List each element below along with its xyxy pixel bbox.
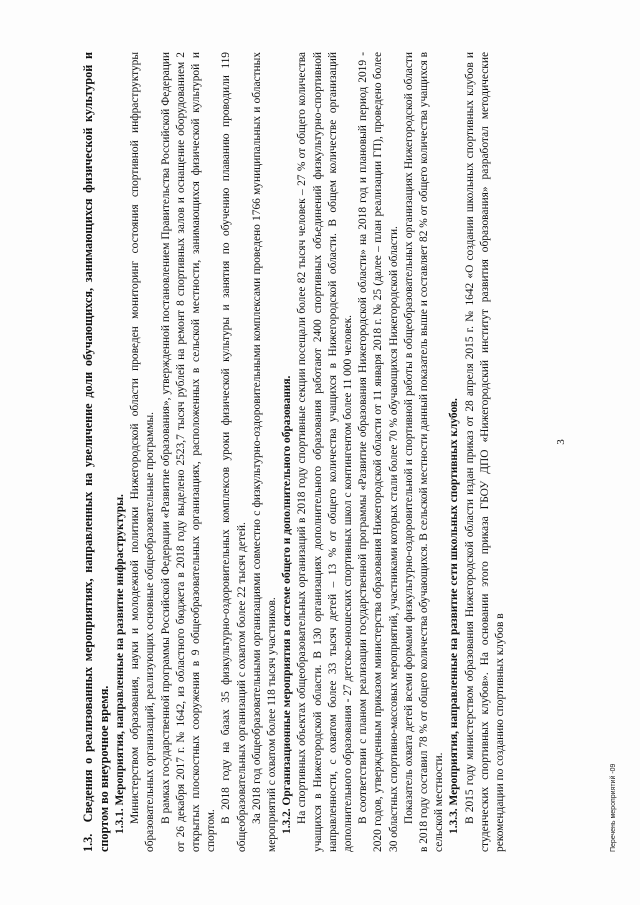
section-3-paragraph: В 2015 году министерством образования Нижегородской области издан приказ от 28 апреля 2015 г. № 1642 «О создании школьных спортивных клубов и студенческих спортивных клубов». На основании этого приказа ГБОУ ДПО «Нижегородский институт развития образования» разработал методические рекомендации по созданию спортивных клубов в: [463, 52, 507, 852]
rotated-text-block: [80, 52, 620, 852]
section-1-paragraph: В 2018 году на базах 35 физкультурно-оздоровительных комплексов уроки физической культуры и занятия по обучению плаванию проводили 119 общеобразовательных организаций с охватом более 22 тысяч детей.: [220, 52, 248, 852]
section-2-paragraph: На спортивных объектах общеобразовательных организаций в 2018 году спортивные секции посещали более 82 тысяч человек – 27 % от общего количества учащихся в Нижегородской области. В 130 организациях дополнительного образования работают 2400 спортивных объединений физкультурно-спортивной направленности, с охватом более 33 тысяч детей – 13 % от общего количества учащихся в Нижегородской области. В общем количестве организаций дополнительного образования - 27 детско-юношеских спортивных школ с контингентом более 11 000 человек.: [296, 52, 355, 852]
page-number: 3: [555, 439, 567, 445]
document-body: [80, 52, 508, 852]
main-heading: 1.3. Сведения о реализованных мероприятиях, направленных на увеличение доли обучающихся, занимающихся физической культурой и спортом во внеурочное время.: [81, 52, 111, 852]
section-2-paragraph: В соответствии с планом реализации государственной программы «Развитие образования Нижегородской области» на 2018 год и плановый период 2019 - 2020 годов, утвержденным приказом министерства образования Нижегородской области от 11 января 2018 г. № 25 (далее – план реализации ГП), проведено более 30 областных спортивно-массовых мероприятий, участниками которых стали более 70 % обучающихся Нижегородской области.: [357, 52, 400, 852]
section-2-title: 1.3.2. Организационные мероприятия в системе общего и дополнительного образования.: [281, 375, 294, 834]
section-1-paragraph: В рамках государственной программы Российской Федерации «Развитие образования», утвержденной постановлением Правительства Российской Федерации от 26 декабря 2017 г. № 1642, из областного бюджета в 2018 году выделено 2523,7 тысяч рублей на ремонт 8 спортивных залов и оснащение оборудованием 2 открытых плоскостных сооружения в 9 общеобразовательных организациях, расположенных в сельской местности, занимающихся физической культурой и спортом.: [159, 52, 218, 852]
section-1-paragraph: За 2018 год общеобразовательными организациями совместно с физкультурно-оздоровительными комплексами проведено 1766 муниципальных и областных мероприятий с охватом более 118 тысяч участников.: [250, 52, 279, 852]
section-3-title: 1.3.3. Мероприятия, направленные на развитие сети школьных спортивных клубов.: [448, 398, 461, 834]
section-1-title: 1.3.1. Мероприятия, направленные на развитие инфраструктуры.: [114, 494, 126, 834]
section-1-paragraph: Министерством образования, науки и молодежной политики Нижегородской области проведен мониторинг состояния спортивной инфраструктуры образовательных организаций, реализующих основные общеобразовательные программы.: [129, 52, 157, 852]
section-2-paragraph: Показатель охвата детей всеми формами физкультурно-оздоровительной и спортивной работы в общеобразовательных организациях Нижегородской области в 2018 году составил 78 % от общего количества обучающихся. В сельской местности данный показатель выше и составляет 82 % от общего количества учащихся в сельской местности.: [402, 52, 446, 852]
footer-note: Перечень мероприятий -09: [610, 763, 617, 852]
